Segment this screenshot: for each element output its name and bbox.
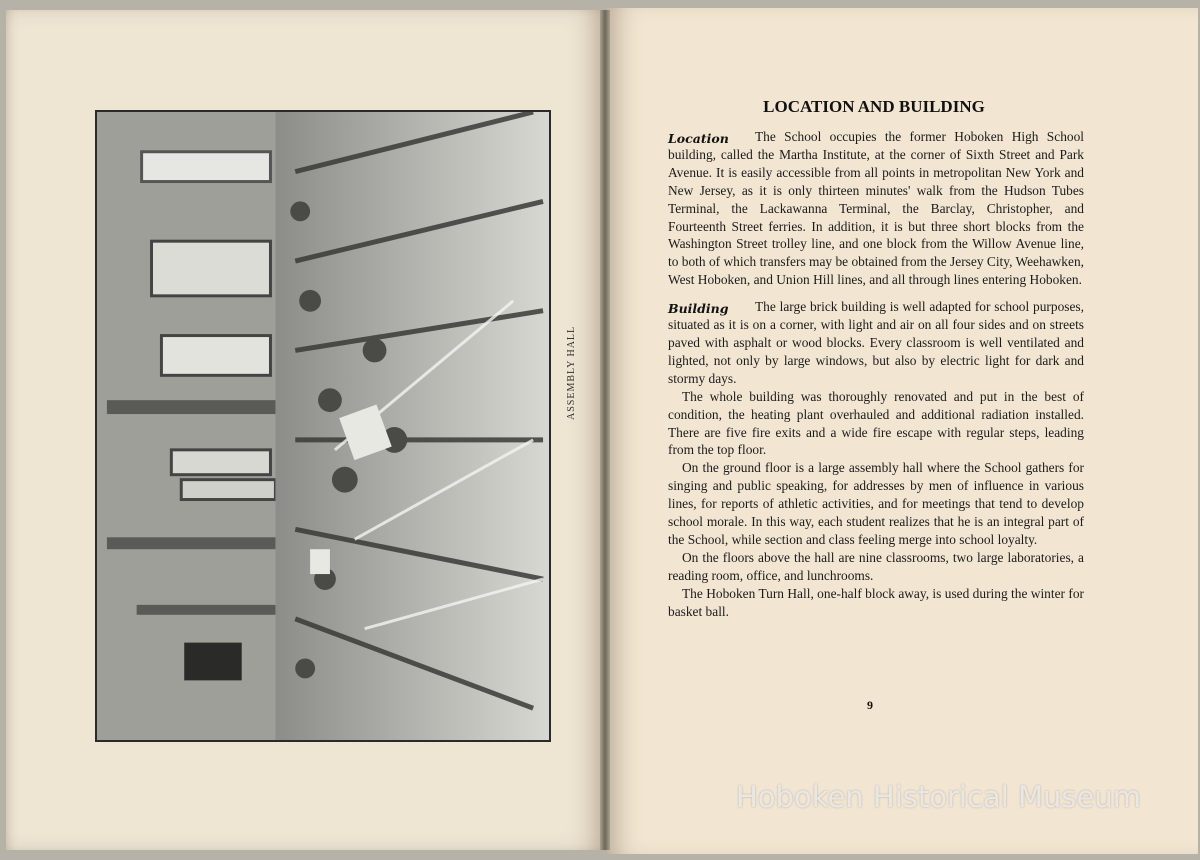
page-number: 9 xyxy=(867,698,873,712)
photo-illustration xyxy=(97,112,549,740)
paragraph: The large brick building is well adapted for school purposes, situated as it is on a corner, with light and air on all four sides and on streets paved with asphalt or wood blocks. Every classroom is well ventilated and lighted, not only by large windows, but also by electric light for dark and stormy days. xyxy=(668,299,1084,386)
paragraph: On the floors above the hall are nine classrooms, two large laboratories, a reading room, office, and lunchrooms. xyxy=(668,549,1084,583)
body-text xyxy=(668,128,1084,620)
book-gutter xyxy=(600,10,610,850)
section-location xyxy=(668,128,1084,289)
watermark: Hoboken Historical Museum xyxy=(736,780,1141,814)
side-head-location: Location xyxy=(668,131,729,146)
section-building xyxy=(668,298,1084,620)
side-head-building: Building xyxy=(668,301,729,317)
assembly-hall-photo xyxy=(95,110,551,742)
paragraph: The School occupies the former Hoboken High School building, called the Martha Institute, at the corner of Sixth Street and Park Avenue. It is easily accessible from all points in metropolitan New York and New Jersey, as it is only thirteen minutes' walk from the Hudson Tubes Terminal, the Lackawanna Terminal, the Barclay, Christopher, and Fourteenth Street ferries. In addition, it is but three short blocks from the Washington Street trolley line, and one block from the Willow Avenue line, to both of which transfers may be obtained from the Jersey City, Weehawken, West Hoboken, and Union Hill lines, and all through lines entering Hoboken. xyxy=(668,129,1084,288)
paragraph: The Hoboken Turn Hall, one-half block away, is used during the winter for basket ball. xyxy=(668,585,1084,619)
paragraph: On the ground floor is a large assembly hall where the School gathers for singing and public speaking, for addresses by men of influence in various lines, for reports of athletic activities, and for meetings that tend to develop school morale. In this way, each student realizes that he is an integral part of the School, while section and class feeling merge into school loyalty. xyxy=(668,460,1084,547)
photo-caption: ASSEMBLY HALL xyxy=(566,325,577,420)
paragraph: The whole building was thoroughly renovated and put in the best of condition, the heating plant overhauled and additional radiation installed. There are five fire exits and a wide fire escape with regular steps, leading from the top floor. xyxy=(668,388,1084,458)
page-heading: LOCATION AND BUILDING xyxy=(763,97,985,116)
